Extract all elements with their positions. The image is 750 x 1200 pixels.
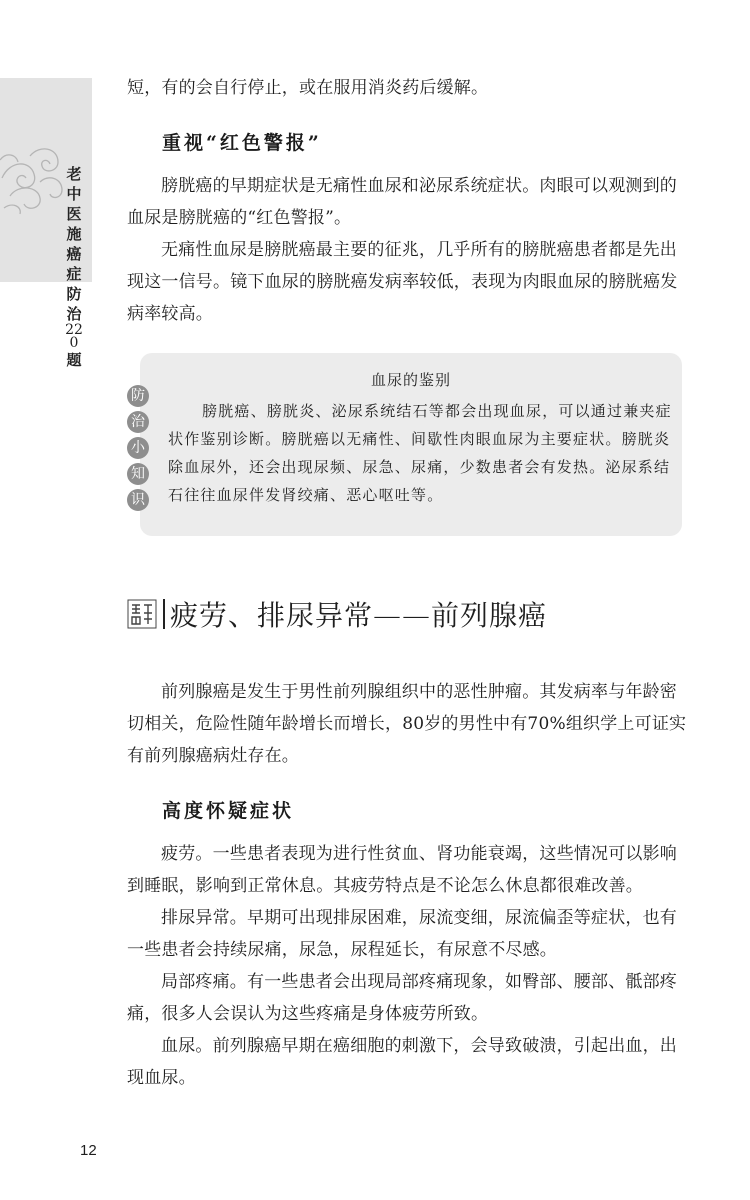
- paragraph: 血尿。前列腺癌早期在癌细胞的刺激下，会导致破溃，引起出血，出现血尿。: [127, 1036, 677, 1088]
- tip-badge: 防: [127, 385, 149, 407]
- page-number: 12: [80, 1142, 97, 1159]
- subheading-red-alert: 重视“红色警报”: [162, 132, 322, 154]
- paragraph: 膀胱癌的早期症状是无痛性血尿和泌尿系统症状。肉眼可以观测到的血尿是膀胱癌的“红色警报”。: [127, 176, 677, 228]
- tip-badge: 小: [127, 437, 149, 459]
- paragraph: 排尿异常。早期可出现排尿困难，尿流变细，尿流偏歪等症状，也有一些患者会持续尿痛，尿急，尿程延长，有尿意不尽感。: [127, 908, 677, 960]
- paragraph: 前列腺癌是发生于男性前列腺组织中的恶性肿瘤。其发病率与年龄密切相关，危险性随年龄增长而增长，80岁的男性中有70%组织学上可证实有前列腺癌病灶存在。: [127, 682, 687, 766]
- section-emblem-icon: [127, 599, 157, 629]
- section-red-alert: [127, 128, 687, 155]
- cloud-pattern-icon: [0, 138, 70, 218]
- side-tab: [0, 78, 92, 369]
- subheading-symptoms: 高度怀疑症状: [162, 800, 295, 822]
- intro-text: 短，有的会自行停止，或在服用消炎药后缓解。: [127, 78, 489, 98]
- tip-badges: [127, 385, 149, 515]
- section-suspicious-symptoms: [127, 796, 687, 823]
- tip-title: 血尿的鉴别: [370, 371, 451, 389]
- section-title: 疲劳、排尿异常——前列腺癌: [170, 599, 548, 632]
- tip-badge: 识: [127, 489, 149, 511]
- section2-intro: [127, 676, 687, 772]
- paragraph: 无痛性血尿是膀胱癌最主要的征兆，几乎所有的膀胱癌患者都是先出现这一信号。镜下血尿的膀胱癌发病率较低，表现为肉眼血尿的膀胱癌发病率较高。: [127, 240, 678, 324]
- section-heading-prostate: [127, 596, 547, 632]
- section2-body: [127, 838, 687, 1094]
- book-title-vertical: 老中医施癌症防治 220 题: [65, 165, 83, 369]
- section-divider-bar: [163, 599, 165, 629]
- section1-body: [127, 170, 687, 330]
- paragraph: 疲劳。一些患者表现为进行性贫血、肾功能衰竭，这些情况可以影响到睡眠，影响到正常休息。其疲劳特点是不论怎么休息都很难改善。: [127, 844, 677, 896]
- tip-text: 膀胱癌、膀胱炎、泌尿系统结石等都会出现血尿，可以通过兼夹症状作鉴别诊断。膀胱癌以无痛性、间歇性肉眼血尿为主要症状。膀胱炎除血尿外，还会出现尿频、尿急、尿痛，少数患者会有发热。泌尿系结石往往血尿伴发肾绞痛、恶心呕吐等。: [168, 402, 672, 504]
- tip-badge: 治: [127, 411, 149, 433]
- intro-line: [127, 72, 687, 104]
- tip-badge: 知: [127, 463, 149, 485]
- paragraph: 局部疼痛。有一些患者会出现局部疼痛现象，如臀部、腰部、骶部疼痛，很多人会误认为这些疼痛是身体疲劳所致。: [127, 972, 677, 1024]
